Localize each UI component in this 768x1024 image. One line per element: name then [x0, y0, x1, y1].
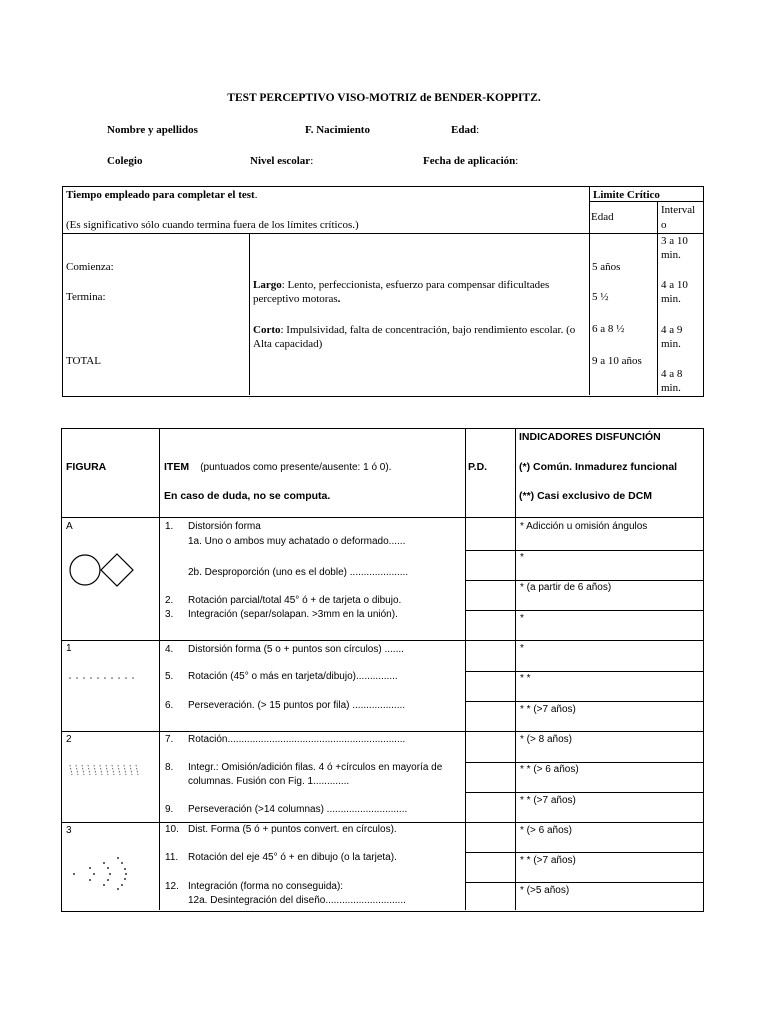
item-num-11: 11. [165, 852, 179, 863]
item-num-1: 1. [165, 521, 174, 532]
corto-text: Corto: Impulsividad, falta de concentración, bajo rendimiento escolar. (o Alta capacidad) [253, 324, 576, 350]
figura-a: A [66, 521, 73, 532]
indicator-8: * (> 8 años) [520, 734, 572, 745]
page-title: TEST PERCEPTIVO VISO-MOTRIZ de BENDER-KOPPITZ. [227, 92, 541, 104]
item-num-7: 7. [165, 734, 174, 745]
header-ind-comun: (*) Común. Inmadurez funcional [519, 461, 678, 473]
figura-3: 3 [66, 825, 72, 836]
time-table [62, 186, 704, 397]
items-table [61, 428, 704, 912]
item-num-5: 5. [165, 671, 174, 682]
figure-3-drawing [68, 855, 132, 891]
item-num-8: 8. [165, 762, 174, 773]
edad-label: Edad: [451, 124, 480, 136]
item-num-6: 6. [165, 700, 174, 711]
edad-row-1: 5 años [592, 261, 621, 273]
indicator-2: * [520, 552, 524, 563]
item-text-2b: 2b. Desproporción (uno es el doble) ..................... [188, 567, 409, 578]
figure-a-drawing [68, 551, 134, 587]
item-text-7: Rotación................................................................ [188, 734, 406, 745]
item-num-12: 12. [165, 881, 179, 892]
col-edad: Edad [591, 211, 614, 223]
item-text-2: Rotación parcial/total 45° ó + de tarjeta o dibujo. [188, 595, 402, 606]
indicator-13: * (>5 años) [520, 885, 570, 896]
indicator-7: * * (>7 años) [520, 704, 576, 715]
indicator-5: * [520, 643, 524, 654]
interval-row-2: 4 a 10 min. [661, 279, 688, 305]
indicator-4: * [520, 613, 524, 624]
nombre-label: Nombre y apellidos [107, 124, 198, 136]
time-header: Tiempo empleado para completar el test. [66, 189, 258, 201]
item-num-10: 10. [165, 824, 179, 835]
item-text-12: Integración (forma no conseguida): [188, 881, 344, 892]
item-text-12a: 12a. Desintegración del diseño............................. [188, 895, 406, 906]
largo-text: Largo: Lento, perfeccionista, esfuerzo para compensar dificultades perceptivo motoras. [253, 279, 550, 305]
header-duda: En caso de duda, no se computa. [164, 490, 331, 502]
time-note: (Es significativo sólo cuando termina fuera de los límites críticos.) [66, 219, 359, 231]
edad-row-4: 9 a 10 años [592, 355, 642, 367]
item-num-9: 9. [165, 804, 174, 815]
comienza-label: Comienza: [66, 261, 114, 273]
interval-row-3: 4 a 9 min. [661, 324, 683, 350]
indicator-3: * (a partir de 6 años) [520, 582, 612, 593]
col-intervalo: Interval o [661, 204, 696, 231]
indicator-11: * (> 6 años) [520, 825, 572, 836]
figura-2: 2 [66, 734, 72, 745]
limit-title: Limite Crítico [593, 189, 660, 201]
colegio-label: Colegio [107, 155, 143, 167]
edad-row-3: 6 a 8 ½ [592, 323, 625, 335]
item-text-3: Integración (separ/solapan. >3mm en la unión). [188, 609, 398, 620]
item-text-9: Perseveración (>14 columnas) ............................. [188, 804, 408, 815]
nivel-label: Nivel escolar: [250, 155, 314, 167]
item-text-4: Distorsión forma (5 o + puntos son círculos) ....... [188, 644, 404, 655]
item-text-10: Dist. Forma (5 ó + puntos convert. en círculos). [188, 824, 397, 835]
header-indicadores: INDICADORES DISFUNCIÓN [519, 431, 661, 443]
figure-2-drawing [68, 763, 140, 777]
item-text-8: Integr.: Omisión/adición filas. 4 ó +círculos en mayoría de columnas. Fusión con Fig. 1............. [188, 762, 443, 787]
item-text-6: Perseveración. (> 15 puntos por fila) ................... [188, 700, 406, 711]
header-item: ITEM (puntuados como presente/ausente: 1 ó 0). [164, 461, 392, 473]
indicator-12: * * (>7 años) [520, 855, 576, 866]
indicator-6: * * [520, 673, 531, 684]
total-label: TOTAL [66, 355, 101, 367]
indicator-9: * * (> 6 años) [520, 764, 579, 775]
indicator-1: * Adicción u omisión ángulos [520, 521, 648, 532]
interval-row-4: 4 a 8 min. [661, 368, 683, 394]
figura-1: 1 [66, 643, 72, 654]
header-pd: P.D. [468, 461, 488, 473]
item-num-3: 3. [165, 609, 174, 620]
item-text-11: Rotación del eje 45° ó + en dibujo (o la tarjeta). [188, 852, 397, 863]
termina-label: Termina: [66, 291, 106, 303]
figure-1-drawing [68, 673, 138, 683]
header-ind-dcm: (**) Casi exclusivo de DCM [519, 490, 653, 502]
item-num-4: 4. [165, 644, 174, 655]
item-text-1: Distorsión forma [188, 521, 261, 532]
interval-row-1: 3 a 10 min. [661, 235, 688, 261]
edad-row-2: 5 ½ [592, 291, 609, 303]
item-text-1a: 1a. Uno o ambos muy achatado o deformado...... [188, 536, 406, 547]
item-num-2: 2. [165, 595, 174, 606]
nacimiento-label: F. Nacimiento [305, 124, 370, 136]
indicator-10: * * (>7 años) [520, 795, 576, 806]
header-figura: FIGURA [66, 461, 107, 473]
item-text-5: Rotación (45° o más en tarjeta/dibujo)............... [188, 671, 398, 682]
fecha-label: Fecha de aplicación: [423, 155, 519, 167]
